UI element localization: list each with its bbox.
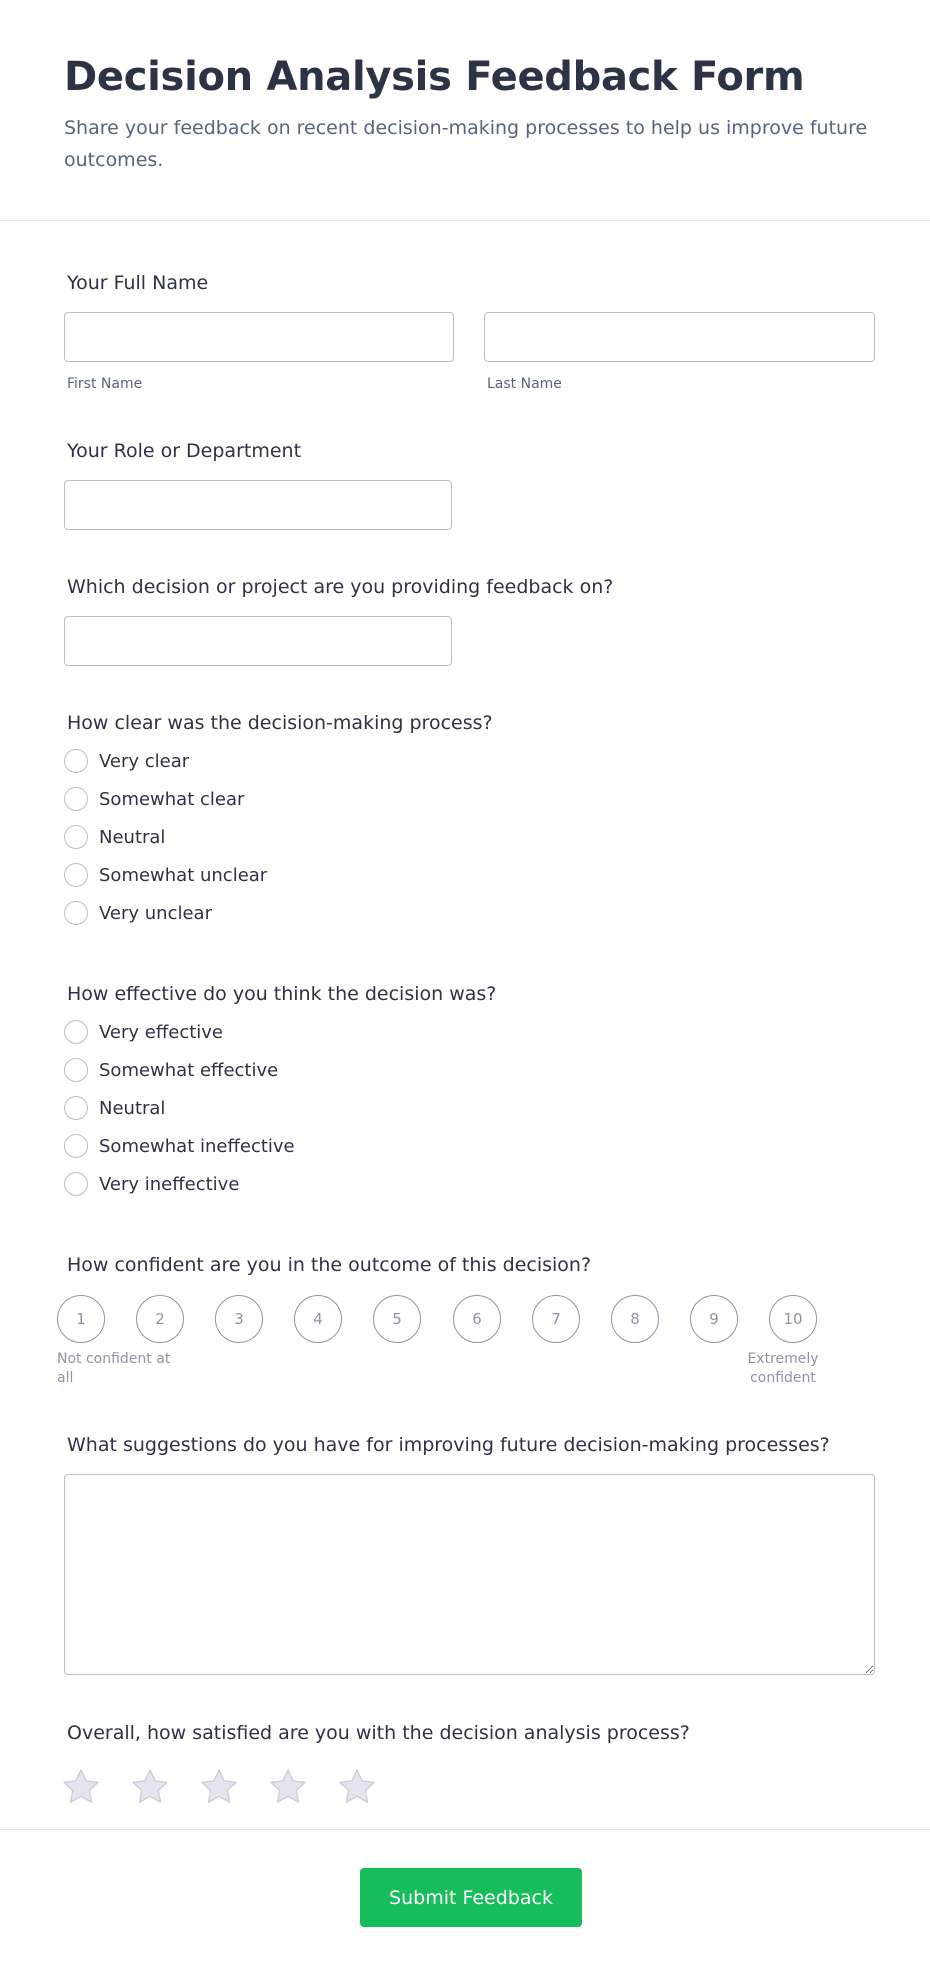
star-icon[interactable] — [61, 1768, 101, 1806]
effectiveness-option[interactable] — [64, 1089, 875, 1127]
clarity-option[interactable] — [64, 856, 875, 894]
radio-button[interactable] — [64, 1134, 88, 1158]
scale-high-caption: Extremely confident — [747, 1351, 819, 1386]
effectiveness-option[interactable] — [64, 1165, 875, 1203]
radio-label: Somewhat effective — [99, 1059, 279, 1081]
satisfaction-section — [64, 1720, 875, 1806]
scale-option-5[interactable]: 5 — [373, 1295, 421, 1343]
submit-button[interactable]: Submit Feedback — [360, 1868, 582, 1927]
scale-option-6[interactable]: 6 — [453, 1295, 501, 1343]
scale-option-2[interactable]: 2 — [136, 1295, 184, 1343]
radio-button[interactable] — [64, 1020, 88, 1044]
suggestions-label: What suggestions do you have for improving future decision-making processes? — [67, 1434, 830, 1456]
role-input[interactable] — [64, 480, 452, 530]
radio-label: Somewhat ineffective — [99, 1135, 295, 1157]
scale-low-caption: Not confident at all — [57, 1351, 171, 1386]
suggestions-section — [64, 1432, 875, 1679]
scale-option-8[interactable]: 8 — [611, 1295, 659, 1343]
full-name-label: Your Full Name — [67, 272, 209, 294]
scale-option-7[interactable]: 7 — [532, 1295, 580, 1343]
first-name-sublabel: First Name — [67, 376, 143, 392]
confidence-section — [64, 1252, 875, 1278]
scale-option-1[interactable]: 1 — [57, 1295, 105, 1343]
scale-option-10[interactable]: 10 — [769, 1295, 817, 1343]
radio-button[interactable] — [64, 863, 88, 887]
project-label: Which decision or project are you providing feedback on? — [67, 576, 614, 598]
scale-option-3[interactable]: 3 — [215, 1295, 263, 1343]
last-name-input[interactable] — [484, 312, 875, 362]
first-name-group — [64, 312, 454, 392]
radio-button[interactable] — [64, 787, 88, 811]
scale-option-4[interactable]: 4 — [294, 1295, 342, 1343]
project-section — [64, 574, 875, 666]
radio-label: Neutral — [99, 826, 166, 848]
radio-button[interactable] — [64, 1096, 88, 1120]
form-title: Decision Analysis Feedback Form — [64, 54, 805, 100]
clarity-option[interactable] — [64, 742, 875, 780]
clarity-label: How clear was the decision-making process? — [67, 712, 493, 734]
radio-label: Somewhat clear — [99, 788, 245, 810]
scale-option-9[interactable]: 9 — [690, 1295, 738, 1343]
form-header — [0, 0, 930, 221]
effectiveness-options — [64, 1013, 875, 1203]
confidence-scale — [0, 1295, 930, 1395]
first-name-input[interactable] — [64, 312, 454, 362]
star-icon[interactable] — [268, 1768, 308, 1806]
radio-label: Somewhat unclear — [99, 864, 268, 886]
radio-button[interactable] — [64, 825, 88, 849]
clarity-option[interactable] — [64, 894, 875, 932]
radio-button[interactable] — [64, 1058, 88, 1082]
full-name-section — [64, 270, 875, 392]
radio-button[interactable] — [64, 749, 88, 773]
radio-label: Very unclear — [99, 902, 212, 924]
clarity-option[interactable] — [64, 780, 875, 818]
radio-button[interactable] — [64, 1172, 88, 1196]
role-label: Your Role or Department — [67, 440, 302, 462]
project-input[interactable] — [64, 616, 452, 666]
star-icon[interactable] — [199, 1768, 239, 1806]
effectiveness-option[interactable] — [64, 1013, 875, 1051]
effectiveness-label: How effective do you think the decision was? — [67, 983, 497, 1005]
role-section — [64, 438, 875, 530]
radio-label: Very effective — [99, 1021, 223, 1043]
footer-divider — [0, 1829, 930, 1830]
star-icon[interactable] — [337, 1768, 377, 1806]
radio-label: Neutral — [99, 1097, 166, 1119]
clarity-options — [64, 742, 875, 932]
effectiveness-section — [64, 981, 875, 1203]
radio-label: Very ineffective — [99, 1173, 240, 1195]
last-name-sublabel: Last Name — [487, 376, 562, 392]
last-name-group — [484, 312, 875, 392]
star-icon[interactable] — [130, 1768, 170, 1806]
form-subtitle: Share your feedback on recent decision-making processes to help us improve future outcomes. — [64, 117, 868, 171]
effectiveness-option[interactable] — [64, 1127, 875, 1165]
confidence-label: How confident are you in the outcome of this decision? — [67, 1254, 592, 1276]
radio-label: Very clear — [99, 750, 190, 772]
clarity-option[interactable] — [64, 818, 875, 856]
satisfaction-label: Overall, how satisfied are you with the decision analysis process? — [67, 1722, 690, 1744]
star-rating — [61, 1768, 875, 1806]
clarity-section — [64, 710, 875, 932]
suggestions-textarea[interactable] — [64, 1474, 875, 1675]
radio-button[interactable] — [64, 901, 88, 925]
effectiveness-option[interactable] — [64, 1051, 875, 1089]
